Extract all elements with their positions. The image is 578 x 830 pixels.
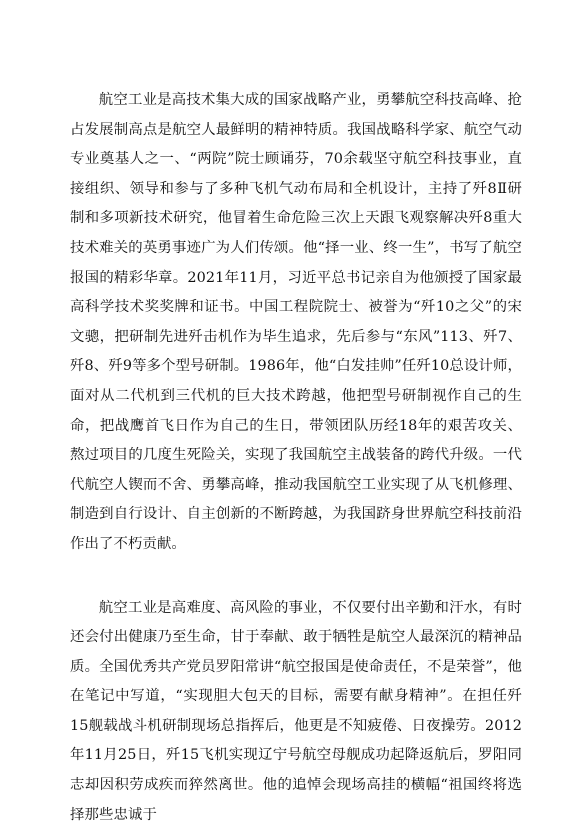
paragraph-aviation-innovation: 航空工业是高技术集大成的国家战略产业，勇攀航空科技高峰、抢占发展制高点是航空人最鲜明的精神特质。我国战略科学家、航空气动专业奠基人之一、“两院”院士顾诵芬，70余载坚守航空科技事业，直接组织、领导和参与了多种飞机气动布局和全机设计，主持了歼8Ⅱ研制和多项新技术研究，他冒着生命危险三次上天跟飞观察解决歼8重大技术难关的英勇事迹广为人们传颂。他“择一业、终一生”，书写了航空报国的精彩华章。2021年11月，习近平总书记亲自为他颁授了国家最高科学技术奖奖牌和证书。中国工程院院士、被誉为“歼10之父”的宋文骢，把研制先进歼击机作为毕生追求，先后参与“东风”113、歼7、歼8、歼9等多个型号研制。1986年，他“白发挂帅”任歼10总设计师，面对从二代机到三代机的巨大技术跨越，他把型号研制视作自己的生命，把战鹰首飞日作为自己的生日，带领团队历经18年的艰苦攻关、熬过项目的几度生死险关，实现了我国航空主战装备的跨代升级。一代代航空人锲而不舍、勇攀高峰，推动我国航空工业实现了从飞机修理、制造到自行设计、自主创新的不断跨越，为我国跻身世界航空科技前沿作出了不朽贡献。 bbox=[70, 86, 522, 560]
paragraph-aviation-sacrifice: 航空工业是高难度、高风险的事业，不仅要付出辛勤和汗水，有时还会付出健康乃至生命，甘于奉献、敢于牺牲是航空人最深沉的精神品质。全国优秀共产党员罗阳常讲“航空报国是使命责任，不是荣誉”，他在笔记中写道，“实现胆大包天的目标，需要有献身精神”。在担任歼15舰载战斗机研制现场总指挥后，他更是不知疲倦、日夜操劳。2012年11月25日，歼15飞机实现辽宁号航空母舰成功起降返航后，罗阳同志却因积劳成疾而猝然离世。他的追悼会现场高挂的横幅“祖国终将选择那些忠诚于 bbox=[70, 594, 522, 830]
